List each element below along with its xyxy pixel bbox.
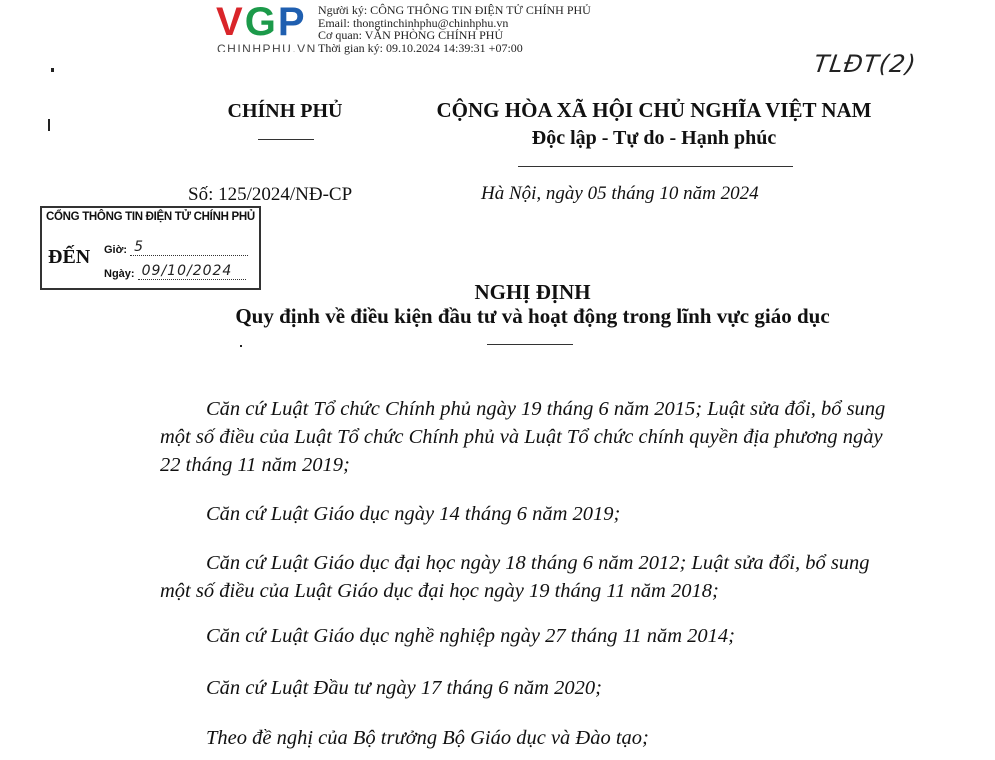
- document-subtitle: Quy định về điều kiện đầu tư và hoạt động trong lĩnh vực giáo dục: [235, 304, 830, 328]
- digital-signature: [318, 4, 591, 54]
- document-title: NGHỊ ĐỊNH: [474, 280, 591, 304]
- paragraph-text: Căn cứ Luật Giáo dục ngày 14 tháng 6 năm 2019;: [206, 503, 621, 525]
- proposal-paragraph: [160, 724, 905, 752]
- stamp-date-value: 09/10/2024: [141, 263, 233, 279]
- vgp-logo: [216, 2, 307, 42]
- handwritten-note: TLĐT(2): [812, 50, 919, 78]
- legal-basis-paragraph: [160, 500, 905, 528]
- received-stamp: [40, 206, 261, 290]
- stamp-hour-row: [104, 241, 248, 256]
- legal-basis-paragraph: [160, 395, 905, 479]
- logo-subtext: CHINHPHU.VN: [217, 43, 317, 52]
- logo-letter-g: G: [244, 0, 278, 44]
- agency-line: Cơ quan: VĂN PHÒNG CHÍNH PHỦ: [318, 28, 504, 42]
- national-motto: Độc lập - Tự do - Hạnh phúc: [531, 127, 777, 149]
- sign-time-line: Thời gian ký: 09.10.2024 14:39:31 +07:00: [318, 40, 523, 55]
- stamp-heading: CỔNG THÔNG TIN ĐIỆN TỬ CHÍNH PHỦ: [46, 211, 255, 223]
- paragraph-text: Căn cứ Luật Đầu tư ngày 17 tháng 6 năm 2020;: [206, 677, 602, 699]
- logo-letter-v: V: [216, 0, 245, 44]
- stamp-hour-value: 5: [134, 239, 145, 255]
- document-number: Số: 125/2024/NĐ-CP: [188, 184, 353, 205]
- stamp-date-field: [138, 265, 246, 280]
- country-name: CỘNG HÒA XÃ HỘI CHỦ NGHĨA VIỆT NAM: [436, 98, 872, 122]
- email-line: Email: thongtinchinhphu@chinhphu.vn: [318, 15, 509, 30]
- motto-underline: [518, 166, 793, 167]
- legal-basis-paragraph: [160, 549, 905, 605]
- scan-speck: [51, 68, 54, 72]
- stamp-received-label: ĐẾN: [48, 246, 91, 268]
- issuer-underline: [258, 139, 314, 140]
- paragraph-text: Căn cứ Luật Giáo dục đại học ngày 18 tháng 6 năm 2012; Luật sửa đổi, bổ sung một số điều của Luật Giáo dục đại học ngày 19 tháng 11 năm 2018;: [160, 552, 870, 602]
- stamp-hour-field: [130, 241, 248, 256]
- scan-speck: [240, 345, 242, 347]
- legal-basis-paragraph: [160, 674, 905, 702]
- logo-letter-p: P: [277, 0, 307, 44]
- signer-line: Người ký: CÔNG THÔNG TIN ĐIỆN TỬ CHÍNH PHỦ: [318, 3, 591, 17]
- paragraph-text: Căn cứ Luật Giáo dục nghề nghiệp ngày 27 tháng 11 năm 2014;: [206, 625, 735, 647]
- stamp-date-row: [104, 265, 246, 280]
- scan-speck: [48, 119, 50, 131]
- paragraph-text: Căn cứ Luật Tổ chức Chính phủ ngày 19 tháng 6 năm 2015; Luật sửa đổi, bổ sung một số điều của Luật Tổ chức Chính phủ và Luật Tổ chức chính quyền địa phương ngày 22 tháng 11 năm 2019;: [160, 398, 886, 476]
- stamp-hour-label: Giờ:: [104, 244, 128, 256]
- place-and-date: Hà Nội, ngày 05 tháng 10 năm 2024: [481, 183, 759, 204]
- paragraph-text: Theo đề nghị của Bộ trưởng Bộ Giáo dục và Đào tạo;: [206, 727, 649, 749]
- legal-basis-paragraph: [160, 622, 905, 650]
- title-underline: [487, 344, 573, 345]
- issuer-name: CHÍNH PHỦ: [227, 100, 343, 122]
- stamp-date-label: Ngày:: [104, 268, 135, 280]
